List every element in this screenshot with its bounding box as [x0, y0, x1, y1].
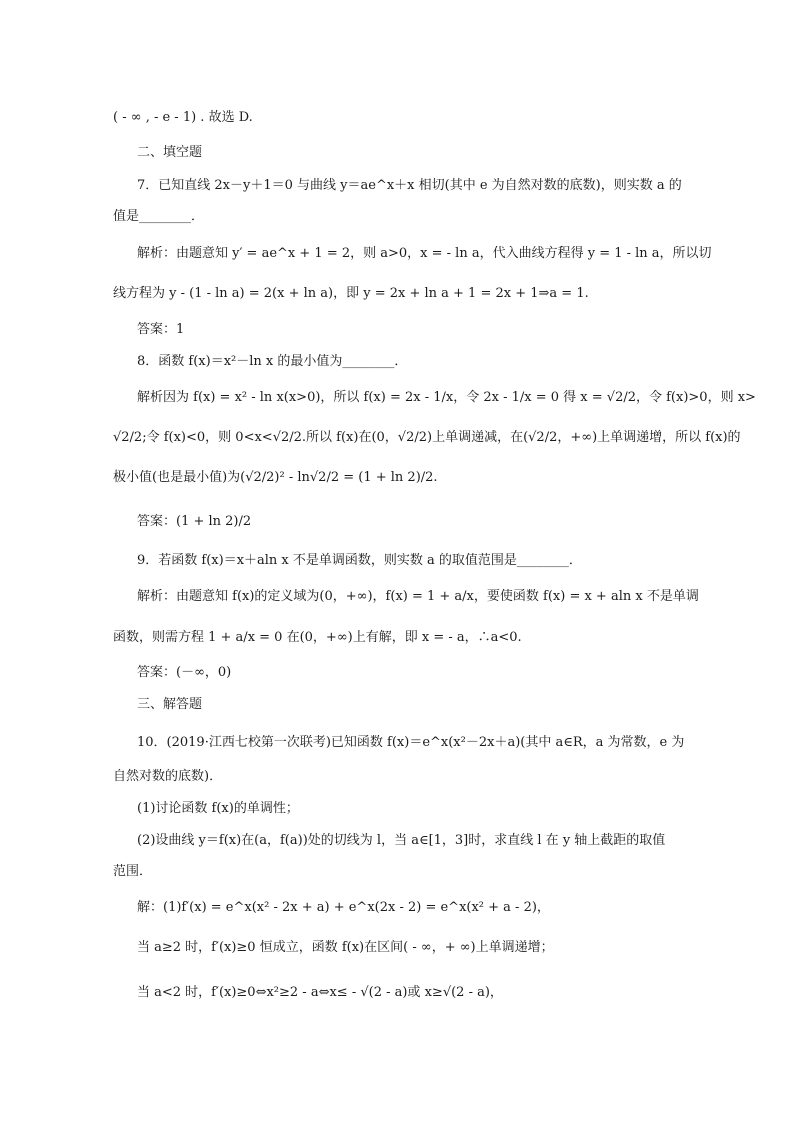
solution-9-line-1: 解析：由题意知 f(x)的定义域为(0，+∞)，f(x) = 1 + a/x，要使函数 f(x) = x + aln x 不是单调	[137, 589, 699, 604]
question-8: 8．函数 f(x)＝x²－ln x 的最小值为________．	[137, 354, 408, 369]
question-10-line-2: 自然对数的底数)．	[113, 769, 223, 784]
question-7-line-2: 值是________．	[113, 209, 205, 224]
question-9: 9．若函数 f(x)＝x＋aln x 不是单调函数，则实数 a 的取值范围是________．	[137, 553, 582, 568]
section-heading-fill-in: 二、填空题	[137, 145, 203, 160]
solution-8-line-1: 解析因为 f(x) = x² - ln x(x>0)，所以 f(x) = 2x - 1/x，令 2x - 1/x = 0 得 x = √2/2，令 f(x)>0，则 x>	[137, 390, 756, 405]
solution-8-line-2: √2/2;令 f(x)<0，则 0<x<√2/2.所以 f(x)在(0，√2/2)上单调递减，在(√2/2，+∞)上单调递增，所以 f(x)的	[113, 430, 741, 445]
section-heading-solve: 三、解答题	[137, 697, 203, 712]
answer-8: 答案：(1 + ln 2)/2	[137, 514, 252, 529]
solution-7-line-2: 线方程为 y - (1 - ln a) = 2(x + ln a)，即 y = 2x + ln a + 1 = 2x + 1⇒a = 1.	[113, 286, 589, 301]
question-10-part-1: (1)讨论函数 f(x)的单调性；	[137, 801, 299, 816]
solution-10-line-3: 当 a<2 时，f′(x)≥0⇔x²≥2 - a⇔x≤ - √(2 - a)或 x≥√(2 - a)，	[137, 985, 503, 1000]
answer-9: 答案：(－∞，0)	[137, 665, 232, 680]
question-10-part-2-line-1: (2)设曲线 y＝f(x)在(a，f(a))处的切线为 l，当 a∈[1，3]时，求直线 l 在 y 轴上截距的取值	[137, 833, 666, 848]
question-10-line-1: 10．(2019·江西七校第一次联考)已知函数 f(x)＝e^x(x²－2x＋a)(其中 a∈R，a 为常数，e 为	[137, 735, 685, 750]
solution-7-line-1: 解析：由题意知 y′ = ae^x + 1 = 2，则 a>0，x = - ln a，代入曲线方程得 y = 1 - ln a，所以切	[137, 246, 712, 261]
answer-7: 答案：1	[137, 322, 185, 337]
solution-10-line-1: 解：(1)f′(x) = e^x(x² - 2x + a) + e^x(2x - 2) = e^x(x² + a - 2)，	[137, 900, 550, 915]
solution-9-line-2: 函数，则需方程 1 + a/x = 0 在(0，+∞)上有解，即 x = - a，∴a<0.	[113, 630, 522, 645]
question-10-part-2-line-2: 范围．	[113, 864, 153, 879]
solution-8-line-3: 极小值(也是最小值)为(√2/2)² - ln√2/2 = (1 + ln 2)/2.	[113, 470, 438, 485]
question-7-line-1: 7．已知直线 2x－y＋1＝0 与曲线 y＝ae^x＋x 相切(其中 e 为自然对数的底数)，则实数 a 的	[137, 178, 682, 193]
solution-10-line-2: 当 a≥2 时，f′(x)≥0 恒成立，函数 f(x)在区间( - ∞，+ ∞)上单调递增；	[137, 940, 554, 955]
text-line-previous-answer: ( - ∞ , - e - 1) . 故选 D.	[113, 110, 253, 125]
